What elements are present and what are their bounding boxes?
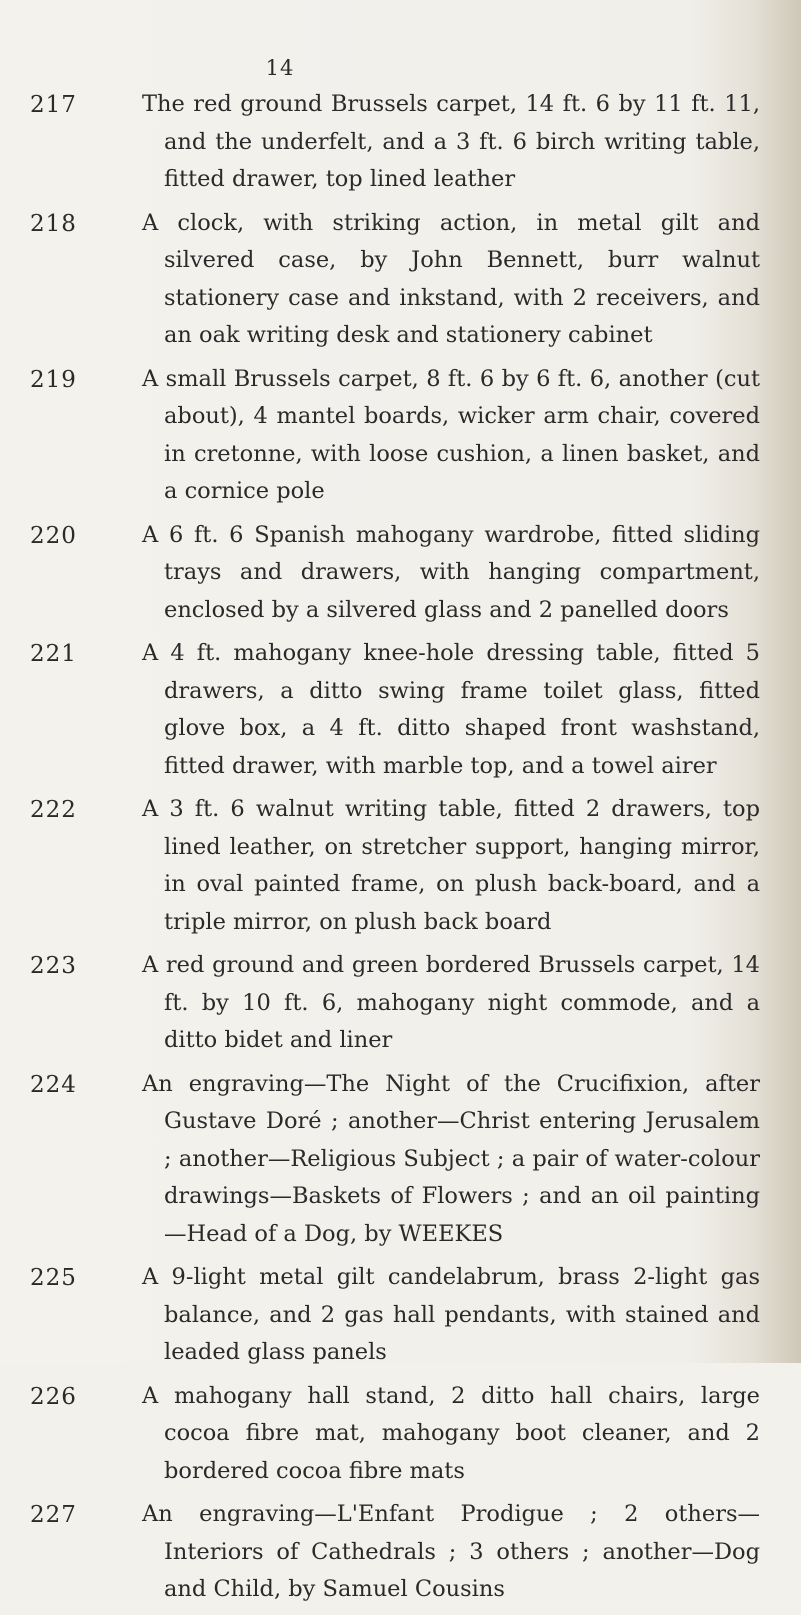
lot-description: A clock, with striking action, in metal gilt and silvered case, by John Bennett, burr walnut stationery case and inkstand, with 2 receivers, and an oak writing desk and stationery cabinet bbox=[142, 209, 760, 348]
lot-number: 219 bbox=[30, 366, 77, 393]
lot-description: A red ground and green bordered Brussels carpet, 14 ft. by 10 ft. 6, mahogany night commode, and a ditto bidet and liner bbox=[142, 952, 760, 1053]
lot-description: A 4 ft. mahogany knee-hole dressing table, fitted 5 drawers, a ditto swing frame toilet glass, fitted glove box, a 4 ft. ditto shaped front washstand, fitted drawer, with marble top, and a towel airer bbox=[142, 640, 760, 779]
lot-description: An engraving—The Night of the Crucifixion, after Gustave Doré ; another—Christ entering Jerusalem ; another—Religious Subject ; a pair of water-colour drawings—Baskets of Flowers ; and an oil painting—Head of a Dog, by WEEKES bbox=[142, 1070, 760, 1247]
lot-description: A 6 ft. 6 Spanish mahogany wardrobe, fitted sliding trays and drawers, with hanging compartment, enclosed by a silvered glass and 2 panelled doors bbox=[142, 521, 760, 623]
lot-description: A small Brussels carpet, 8 ft. 6 by 6 ft. 6, another (cut about), 4 mantel boards, wicker arm chair, covered in cretonne, with loose cushion, a linen basket, and a cornice pole bbox=[142, 365, 760, 504]
lot-number: 222 bbox=[30, 797, 77, 823]
lot-entry bbox=[0, 947, 760, 1060]
lot-entry bbox=[0, 1259, 760, 1372]
lot-number: 225 bbox=[30, 1265, 77, 1291]
lot-number: 220 bbox=[30, 522, 77, 549]
lot-entry bbox=[0, 791, 760, 941]
lot-description: A mahogany hall stand, 2 ditto hall chairs, large cocoa fibre mat, mahogany boot cleaner, and 2 bordered cocoa fibre mats bbox=[142, 1382, 760, 1484]
lot-entry bbox=[0, 205, 760, 355]
lot-entry bbox=[0, 1496, 760, 1609]
lot-entry bbox=[0, 361, 760, 511]
lot-description: The red ground Brussels carpet, 14 ft. 6 by 11 ft. 11, and the underfelt, and a 3 ft. 6 birch writing table, fitted drawer, top lined leather bbox=[142, 91, 760, 192]
lot-number: 217 bbox=[30, 92, 77, 118]
lot-entry bbox=[0, 86, 760, 199]
page-number: 14 bbox=[265, 56, 295, 80]
lot-number: 221 bbox=[30, 641, 77, 667]
lot-entry bbox=[0, 1378, 760, 1491]
lot-entry bbox=[0, 517, 760, 630]
lot-number: 223 bbox=[30, 953, 77, 979]
lot-description: An engraving—L'Enfant Prodigue ; 2 others—Interiors of Cathedrals ; 3 others ; another—Dog and Child, by Samuel Cousins bbox=[142, 1501, 760, 1602]
lot-number: 224 bbox=[30, 1071, 77, 1098]
lot-number: 226 bbox=[30, 1383, 77, 1410]
lot-list bbox=[0, 86, 760, 1615]
lot-number: 218 bbox=[30, 210, 77, 237]
lot-entry bbox=[0, 1066, 760, 1254]
lot-number: 227 bbox=[30, 1502, 77, 1528]
lot-entry bbox=[0, 635, 760, 785]
lot-description: A 9-light metal gilt candelabrum, brass 2-light gas balance, and 2 gas hall pendants, with stained and leaded glass panels bbox=[142, 1264, 760, 1365]
lot-description: A 3 ft. 6 walnut writing table, fitted 2 drawers, top lined leather, on stretcher support, hanging mirror, in oval painted frame, on plush back-board, and a triple mirror, on plush back board bbox=[142, 796, 760, 935]
